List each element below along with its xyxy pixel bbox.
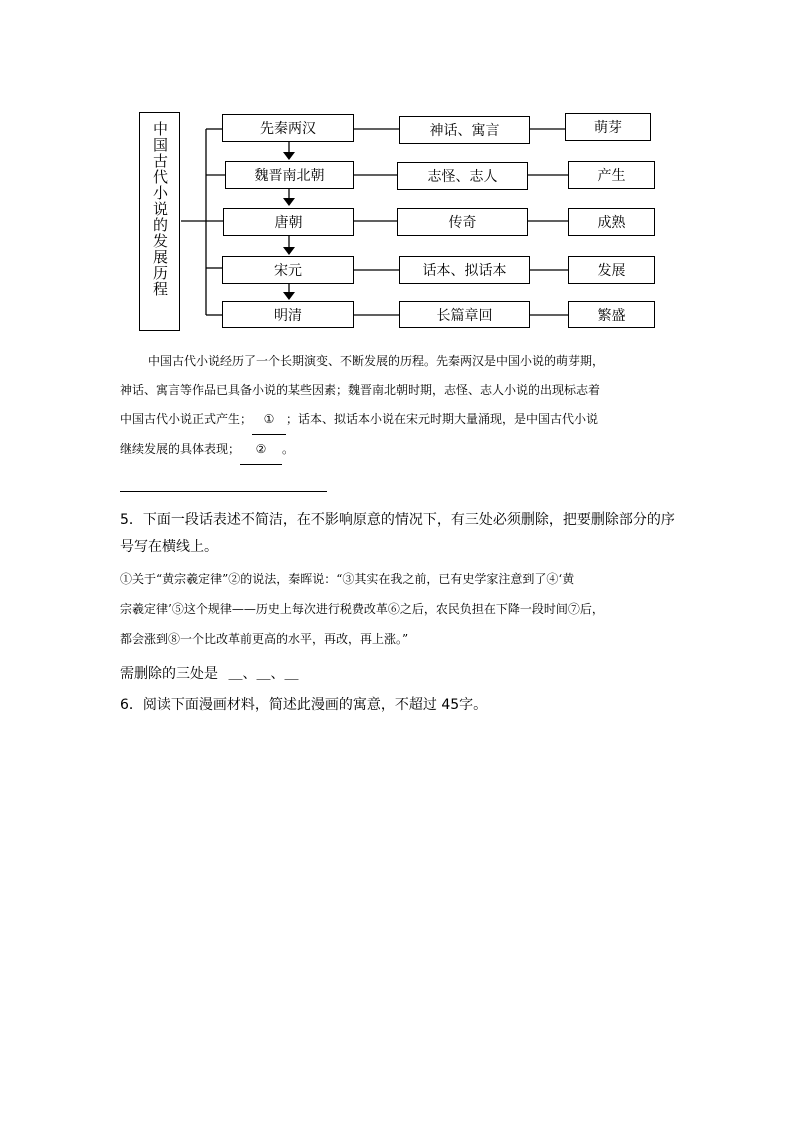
stage-box: 成熟	[568, 208, 655, 236]
genre-box: 神话、寓言	[399, 116, 530, 144]
question-6-stem: 6．阅读下面漫画材料，简述此漫画的寓意，不超过 45字。	[120, 697, 488, 713]
history-paragraph	[120, 347, 680, 465]
paragraph-line: 神话、寓言等作品已具备小说的某些因素；魏晋南北朝时期，志怪、志人小说的出现标志着	[120, 383, 601, 397]
question-5-passage: ①关于“黄宗羲定律”②的说法，秦晖说：“③其实在我之前，已有史学家注意到了④‘黄 宗羲定律’⑤这个规律——历史上每次进行税费改革⑥之后，农民负担在下降一段时间⑦后， 都会涨到⑧一个比改革前更高的水平，再改，再上涨。”	[120, 572, 604, 646]
period-box: 先秦两汉	[222, 114, 354, 142]
paragraph-line: 中国古代小说经历了一个长期演变、不断发展的历程。先秦两汉是中国小说的萌芽期，	[148, 354, 605, 368]
period-box: 唐朝	[223, 208, 354, 236]
period-box: 明清	[222, 301, 354, 328]
answer-blank-2[interactable]: ②	[240, 435, 282, 465]
paragraph-line: 继续发展的具体表现； ② 。	[120, 435, 680, 465]
stage-box: 萌芽	[565, 113, 651, 141]
genre-box: 话本、拟话本	[399, 256, 530, 284]
question-5-stem: 5．下面一段话表述不简洁，在不影响原意的情况下，有三处必须删除，把要删除部分的序 号写在横线上。	[120, 512, 675, 555]
paragraph-line: 中国古代小说正式产生； ① ；话本、拟话本小说在宋元时期大量涌现，是中国古代小说	[120, 405, 680, 435]
stage-box: 发展	[568, 256, 655, 284]
stage-box: 产生	[568, 161, 655, 189]
period-box: 魏晋南北朝	[225, 161, 354, 189]
genre-box: 长篇章回	[399, 301, 530, 328]
period-box: 宋元	[222, 256, 354, 284]
diagram-title: 中国古代小说的发展历程	[139, 112, 180, 331]
answer-blanks[interactable]: ＿、＿、＿	[228, 666, 299, 682]
section-divider	[120, 491, 327, 492]
stage-box: 繁盛	[568, 301, 655, 328]
genre-box: 传奇	[397, 208, 528, 236]
question-5-answer: 需删除的三处是 ＿、＿、＿	[120, 666, 299, 682]
answer-blank-1[interactable]: ①	[252, 405, 286, 435]
genre-box: 志怪、志人	[397, 162, 528, 190]
